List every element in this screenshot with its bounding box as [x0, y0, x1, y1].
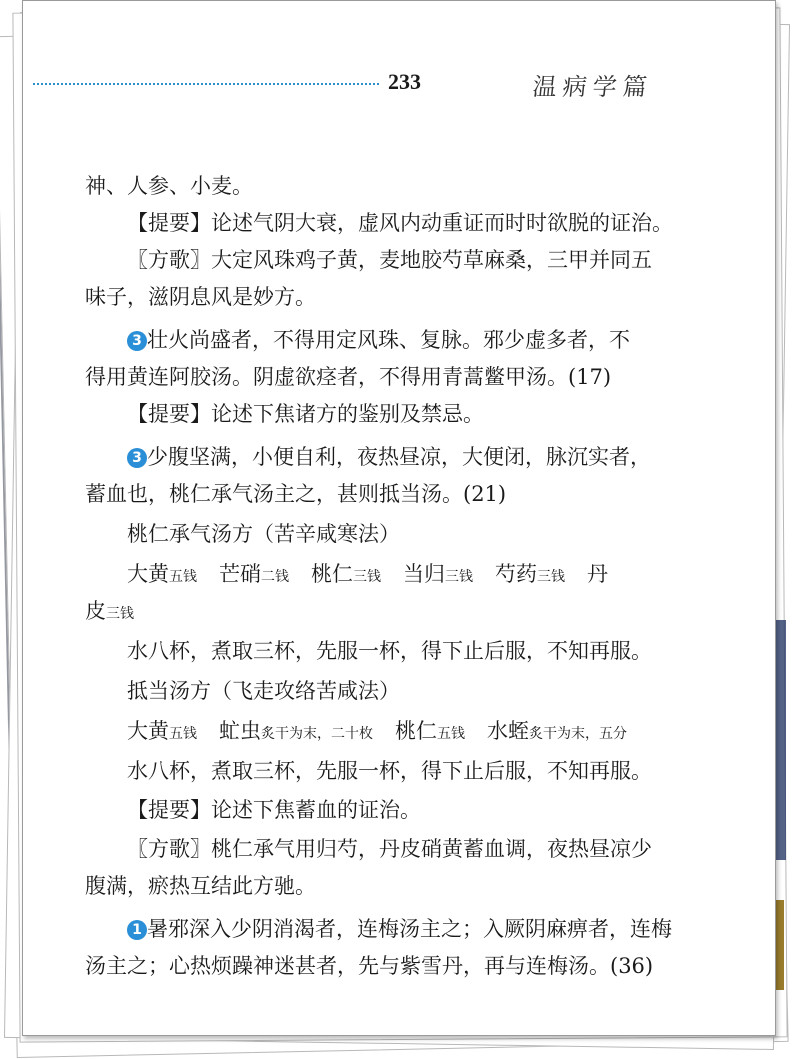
formula-song-continued: 味子，滋阴息风是妙方。 — [85, 285, 316, 309]
clause-paragraph — [127, 442, 651, 472]
summary-paragraph: 【提要】论述气阴大衰，虚风内动重证而时时欲脱的证治。 — [127, 211, 673, 235]
herb-name: 丹 — [587, 562, 608, 586]
herb-dose: 三钱 — [445, 569, 473, 585]
formula-song: 〖方歌〗大定风珠鸡子黄，麦地胶芍草麻桑，三甲并同五 — [127, 248, 652, 272]
herb-name: 大黄 — [127, 562, 169, 586]
preparation-instructions: 水八杯，煮取三杯，先服一杯，得下止后服，不知再服。 — [127, 759, 652, 783]
clause-text: 暑邪深入少阴消渴者，连梅汤主之；入厥阴麻痹者，连梅 — [147, 917, 672, 941]
summary-paragraph: 【提要】论述下焦蓄血的证治。 — [127, 798, 421, 822]
clause-continued: 蓄血也，桃仁承气汤主之，甚则抵当汤。(21) — [85, 482, 507, 506]
herb-name: 水蛭 — [487, 719, 529, 743]
herb-dose: 三钱 — [353, 569, 381, 585]
herb-dose: 三钱 — [106, 606, 134, 622]
herb-dose: 炙干为末，五分 — [529, 726, 627, 742]
chapter-title: 温病学篇 — [531, 73, 655, 101]
page-stack-edge — [776, 620, 786, 860]
ingredient-list-continued — [85, 596, 134, 629]
clause-text: 壮火尚盛者，不得用定风珠、复脉。邪少虚多者，不 — [147, 328, 630, 352]
formula-heading: 桃仁承气汤方（苦辛咸寒法） — [127, 522, 400, 546]
herb-name: 当归 — [403, 562, 445, 586]
formula-song: 〖方歌〗桃仁承气用归芍，丹皮硝黄蓄血调，夜热昼凉少 — [127, 837, 652, 861]
herb-dose: 五钱 — [437, 726, 465, 742]
page-header — [33, 69, 753, 101]
clause-marker-icon: 3 — [127, 331, 147, 351]
herb-dose: 五钱 — [169, 569, 197, 585]
herb-name: 虻虫 — [219, 719, 261, 743]
clause-marker-icon: 3 — [127, 448, 147, 468]
herb-name: 桃仁 — [311, 562, 353, 586]
formula-heading: 抵当汤方（飞走攻络苦咸法） — [127, 679, 400, 703]
clause-paragraph — [127, 325, 630, 355]
herb-name: 皮 — [85, 599, 106, 623]
page-number: 233 — [388, 69, 421, 94]
clause-continued: 得用黄连阿胶汤。阴虚欲痉者，不得用青蒿鳖甲汤。(17) — [85, 365, 612, 389]
clause-text: 少腹坚满，小便自利，夜热昼凉，大便闭，脉沉实者， — [147, 445, 651, 469]
herb-dose: 炙干为末，二十枚 — [261, 726, 373, 742]
herb-dose: 三钱 — [537, 569, 565, 585]
herb-dose: 二钱 — [261, 569, 289, 585]
preparation-instructions: 水八杯，煮取三杯，先服一杯，得下止后服，不知再服。 — [127, 639, 652, 663]
book-page — [22, 0, 776, 1036]
clause-marker-icon: 1 — [127, 920, 147, 940]
text-line: 神、人参、小麦。 — [85, 174, 253, 198]
header-dotted-rule — [33, 83, 379, 85]
summary-paragraph: 【提要】论述下焦诸方的鉴别及禁忌。 — [127, 402, 484, 426]
clause-paragraph — [127, 914, 672, 944]
ingredient-list — [127, 716, 627, 749]
herb-name: 桃仁 — [395, 719, 437, 743]
ingredient-list — [127, 559, 608, 592]
herb-name: 芍药 — [495, 562, 537, 586]
herb-name: 大黄 — [127, 719, 169, 743]
clause-continued: 汤主之；心热烦躁神迷甚者，先与紫雪丹，再与连梅汤。(36) — [85, 954, 654, 978]
herb-dose: 五钱 — [169, 726, 197, 742]
formula-song-continued: 腹满，瘀热互结此方驰。 — [85, 874, 316, 898]
herb-name: 芒硝 — [219, 562, 261, 586]
